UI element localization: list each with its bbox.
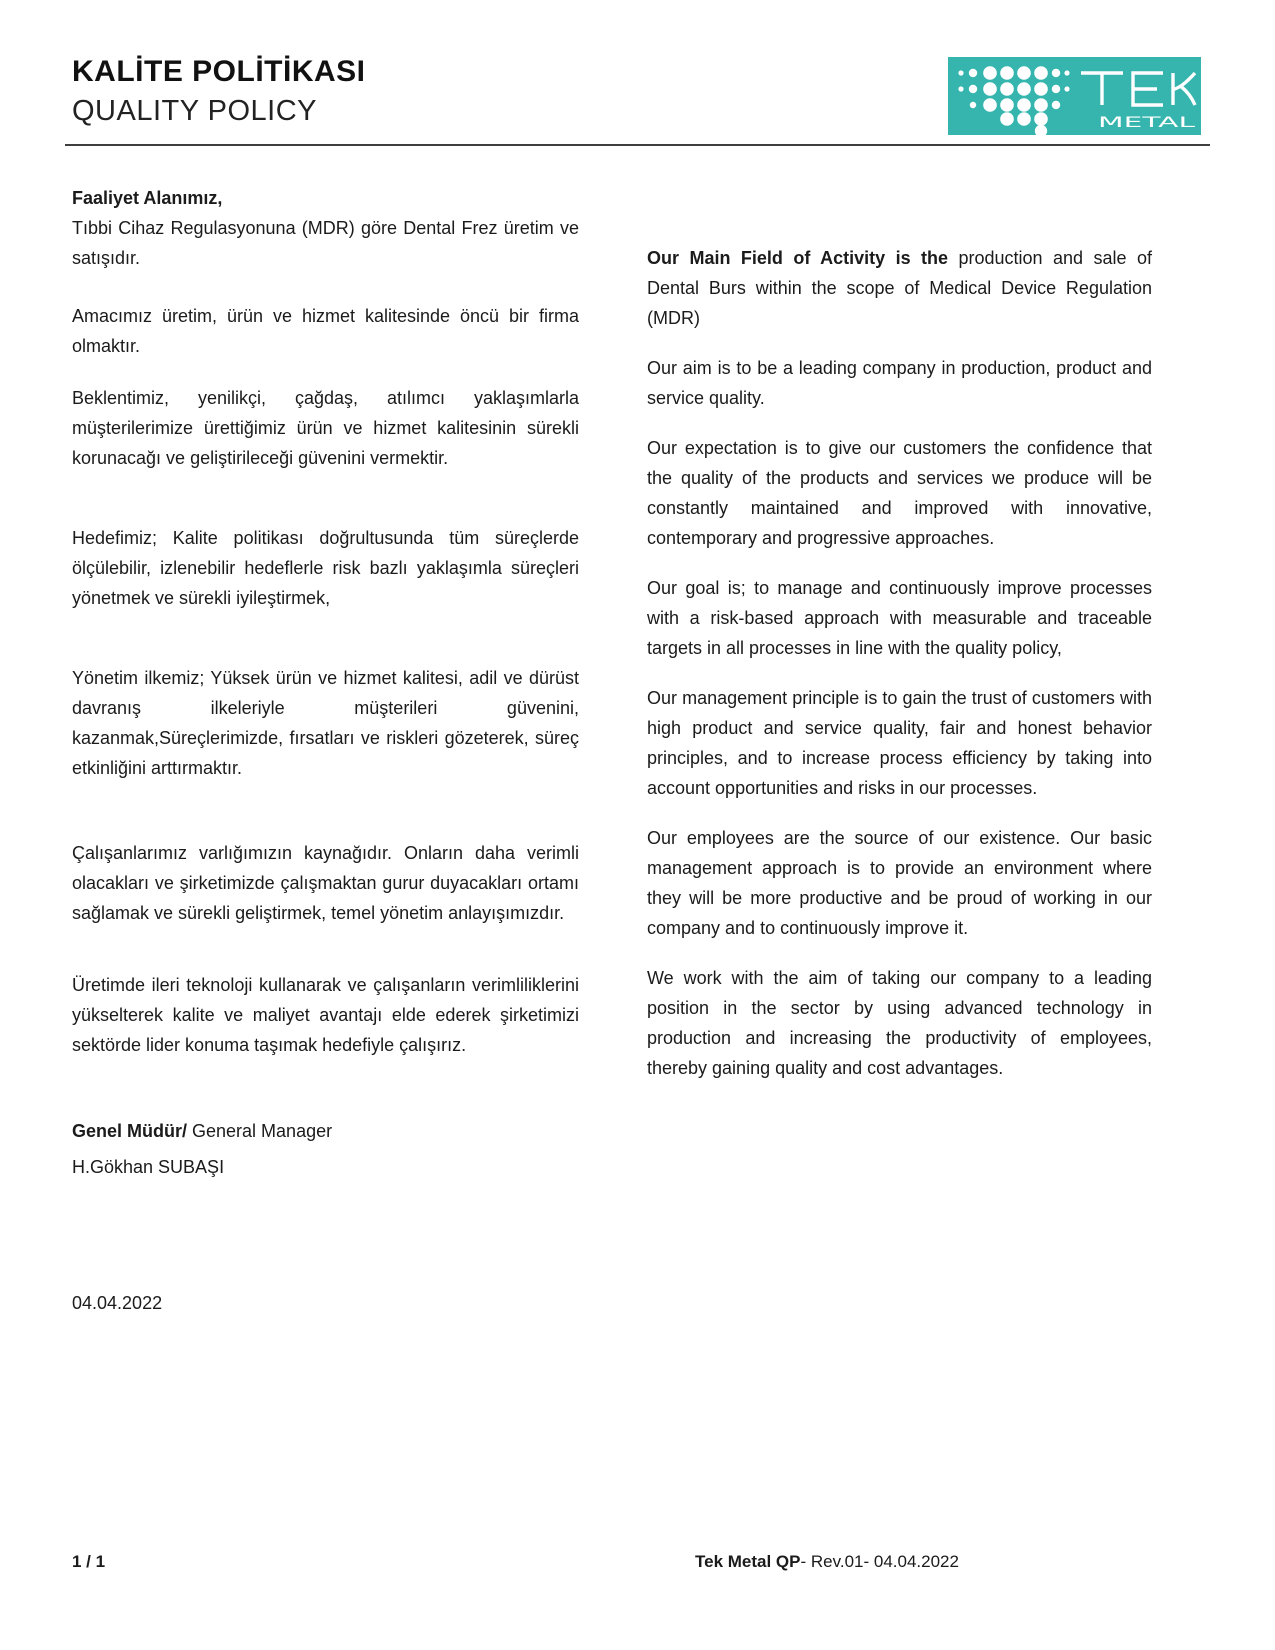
field-of-activity-heading-tr: Faaliyet Alanımız, <box>72 188 223 208</box>
logo-brand-subtext: METAL <box>1098 115 1196 131</box>
paragraph-expectation-tr: Beklentimiz, yenilikçi, çağdaş, atılımcı yaklaşımlarla müşterilerimize ürettiğimiz ürün ve hizmet kalitesinin sürekli korunacağı ve geliştirileceği güvenini vermektir. <box>72 388 579 468</box>
paragraph-activity-tr: Tıbbi Cihaz Regulasyonuna (MDR) göre Dental Frez üretim ve satışıdır. <box>72 218 579 268</box>
tek-metal-logo <box>948 57 1201 135</box>
header-divider-line <box>65 144 1210 146</box>
paragraph-technology-en: We work with the aim of taking our company to a leading position in the sector by using advanced technology in production and increasing the productivity of employees, thereby gaining quality and cost advantages. <box>647 968 1152 1078</box>
page-footer <box>0 1552 1275 1592</box>
paragraph-aim-en: Our aim is to be a leading company in production, product and service quality. <box>647 358 1152 408</box>
paragraph-employees-en: Our employees are the source of our existence. Our basic management approach is to provide an environment where they will be more productive and be proud of working in our company and to continuously improve it. <box>647 828 1152 938</box>
signatory-name: H.Gökhan SUBAŞI <box>72 1157 225 1177</box>
paragraph-goal-tr: Hedefimiz; Kalite politikası doğrultusunda tüm süreçlerde ölçülebilir, izlenebilir hedeflerle risk bazlı yaklaşımla süreçleri yönetmek ve sürekli iyileştirmek, <box>72 528 579 608</box>
english-column <box>647 183 1152 1318</box>
page-title-english: QUALITY POLICY <box>72 95 317 127</box>
page-number: 1 / 1 <box>72 1552 106 1571</box>
paragraph-management-principle-en: Our management principle is to gain the trust of customers with high product and service quality, fair and honest behavior principles, and to increase process efficiency by taking into account opportunities and risks in our processes. <box>647 688 1152 798</box>
paragraph-expectation-en: Our expectation is to give our customers the confidence that the quality of the products and services we produce will be constantly maintained and improved with innovative, contemporary and progressive approaches. <box>647 438 1152 548</box>
document-reference: Tek Metal QP- Rev.01- 04.04.2022 <box>695 1552 959 1571</box>
turkish-column <box>72 183 579 1318</box>
signature-title: Genel Müdür/ General Manager <box>72 1121 333 1141</box>
paragraph-technology-tr: Üretimde ileri teknoloji kullanarak ve çalışanların verimliliklerini yükselterek kalite ve maliyet avantajı elde ederek şirketimizi sektörde lider konuma taşımak hedefiyle çalışırız. <box>72 975 579 1055</box>
policy-body <box>72 183 1152 1318</box>
paragraph-employees-tr: Çalışanlarımız varlığımızın kaynağıdır. Onların daha verimli olacakları ve şirketimizde çalışmaktan gurur duyacakları ortamı sağlamak ve sürekli geliştirmek, temel yönetim anlayışımızdır. <box>72 843 579 923</box>
paragraph-aim-tr: Amacımız üretim, ürün ve hizmet kalitesinde öncü bir firma olmaktır. <box>72 306 579 356</box>
document-date: 04.04.2022 <box>72 1293 163 1313</box>
paragraph-goal-en: Our goal is; to manage and continuously improve processes with a risk-based approach with measurable and traceable targets in all processes in line with the quality policy, <box>647 578 1152 658</box>
page-title-turkish: KALİTE POLİTİKASI <box>72 55 366 88</box>
paragraph-management-principle-tr: Yönetim ilkemiz; Yüksek ürün ve hizmet kalitesi, adil ve dürüst davranış ilkeleriyle müşterileri güvenini, kazanmak,Süreçlerimizde, fırsatları ve riskleri gözeterek, süreç etkinliğini arttırmaktır. <box>72 668 579 778</box>
paragraph-activity-en: Our Main Field of Activity is the production and sale of Dental Burs within the scope of Medical Device Regulation (MDR) <box>647 248 1152 328</box>
